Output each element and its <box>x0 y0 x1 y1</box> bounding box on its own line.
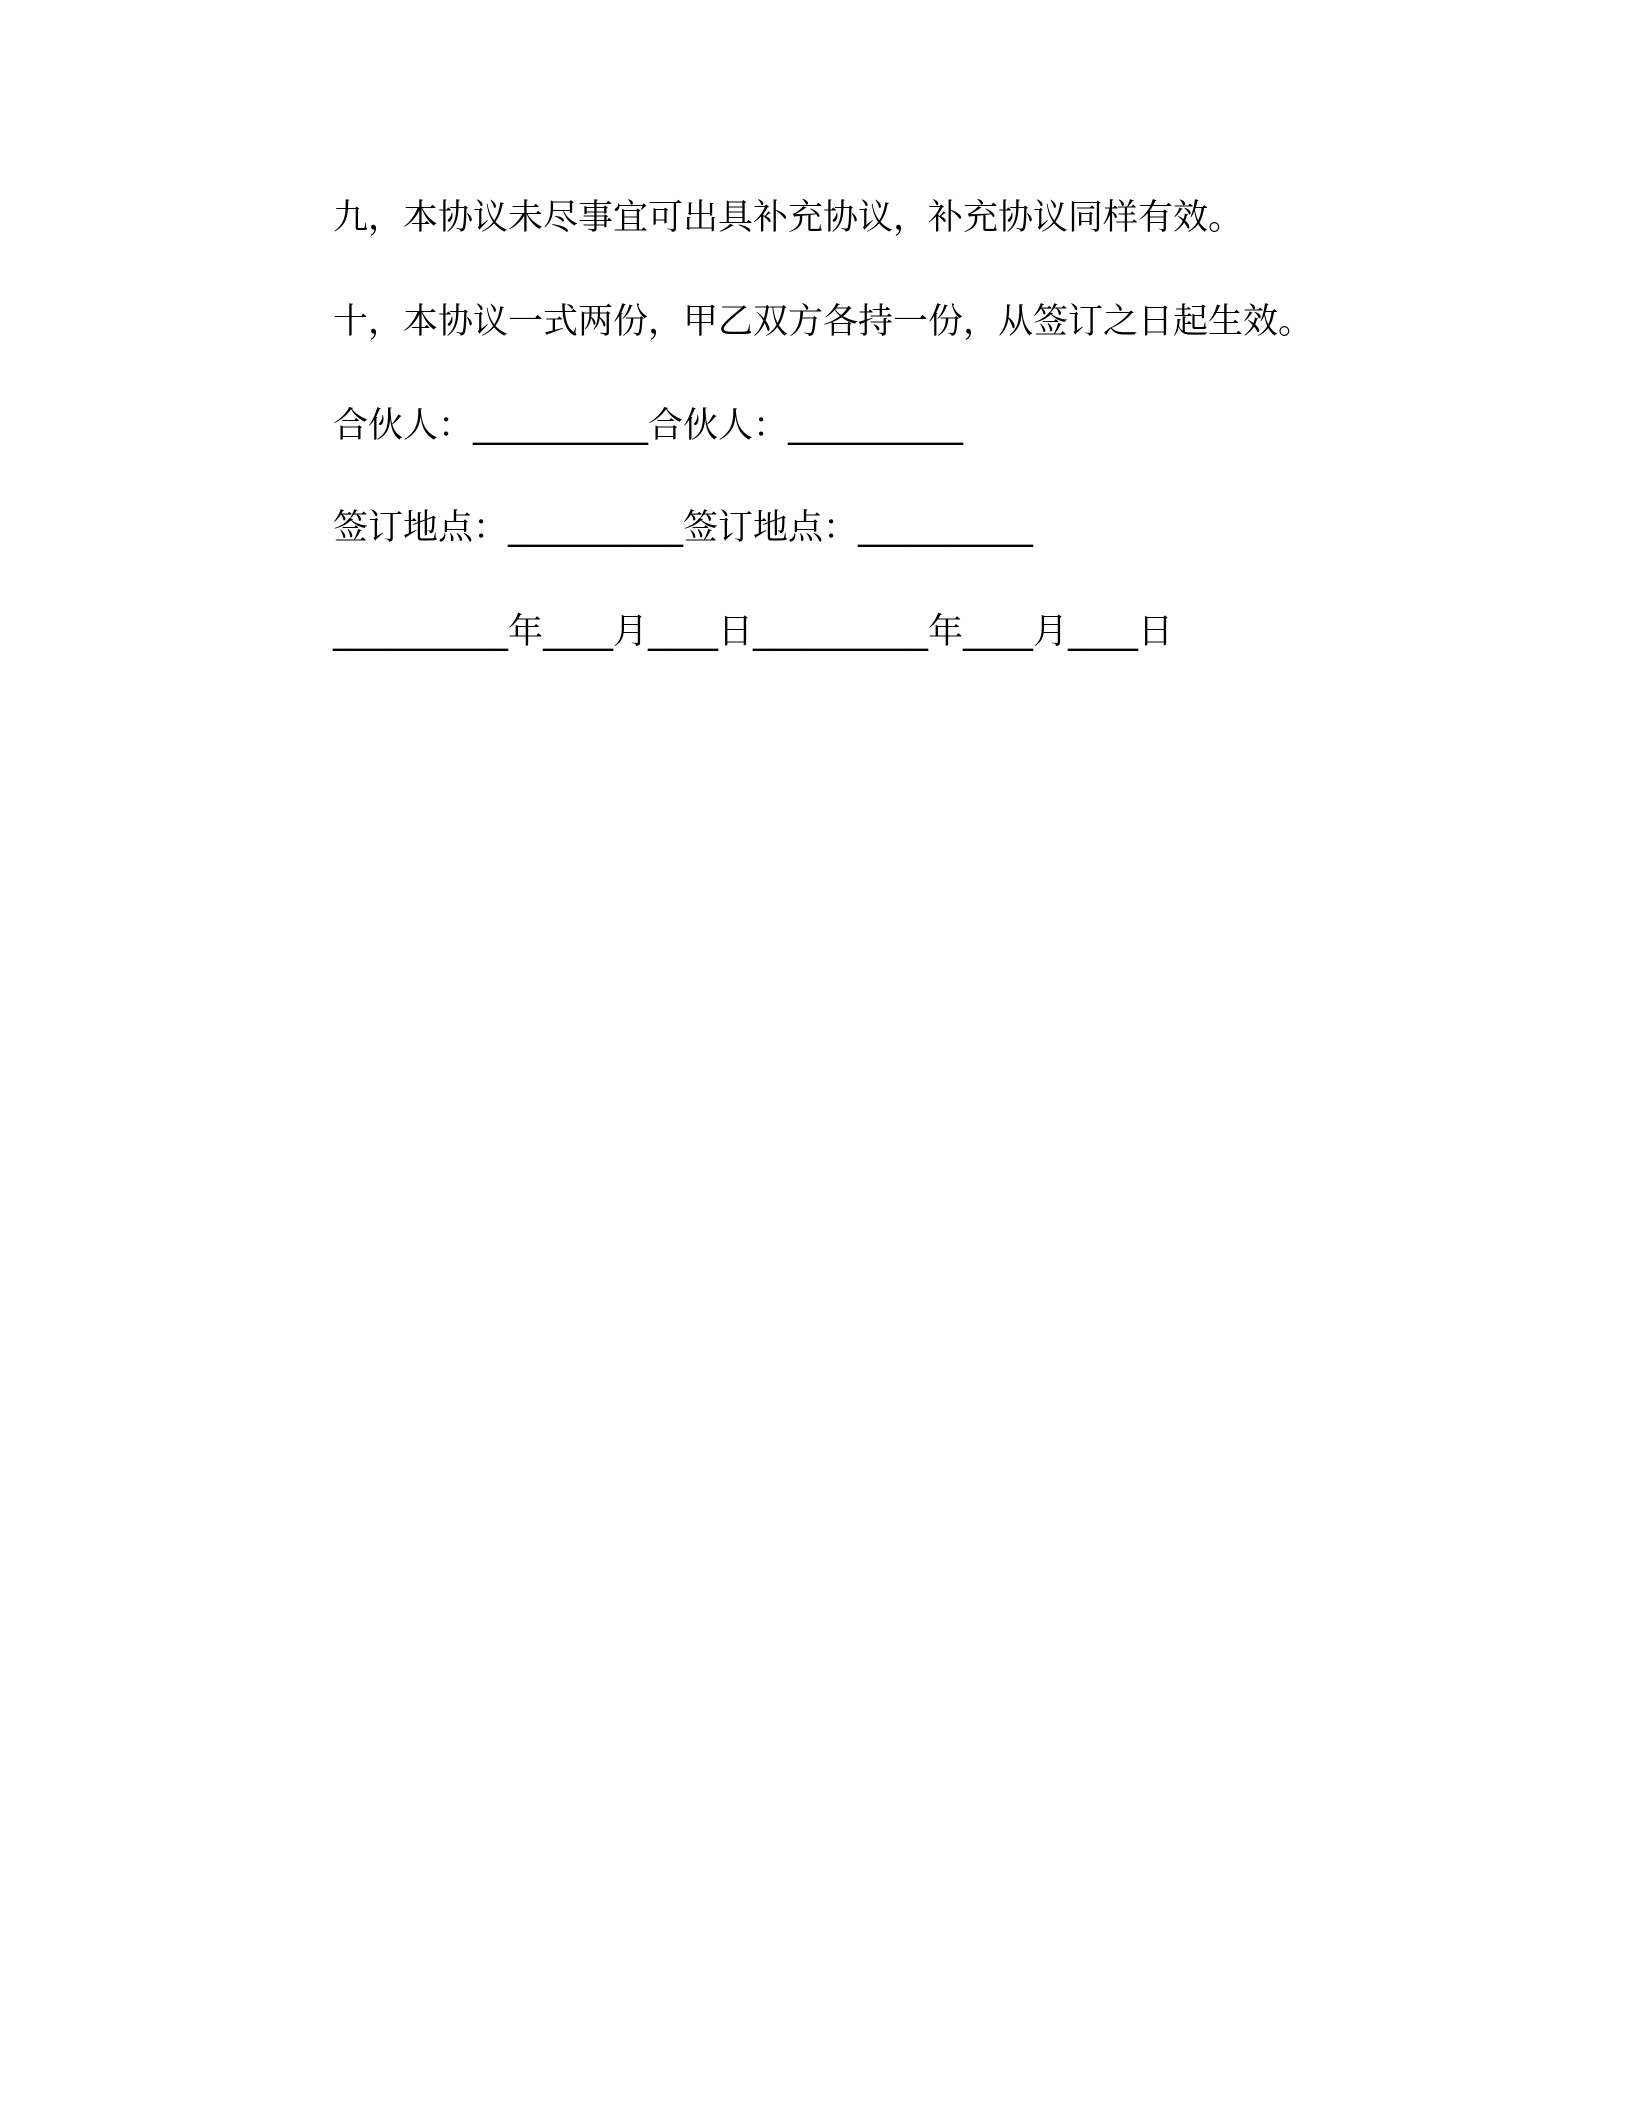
signing-location-line: 签订地点：__________签订地点：__________ <box>333 508 1034 548</box>
clause-ten: 十，本协议一式两份，甲乙双方各持一份，从签订之日起生效。 <box>333 302 1314 342</box>
signing-date-line: __________年____月____日__________年____月____日 <box>333 612 1174 652</box>
clause-nine: 九，本协议未尽事宜可出具补充协议，补充协议同样有效。 <box>333 198 1244 238</box>
partners-signature-line: 合伙人：__________合伙人：__________ <box>333 406 964 446</box>
